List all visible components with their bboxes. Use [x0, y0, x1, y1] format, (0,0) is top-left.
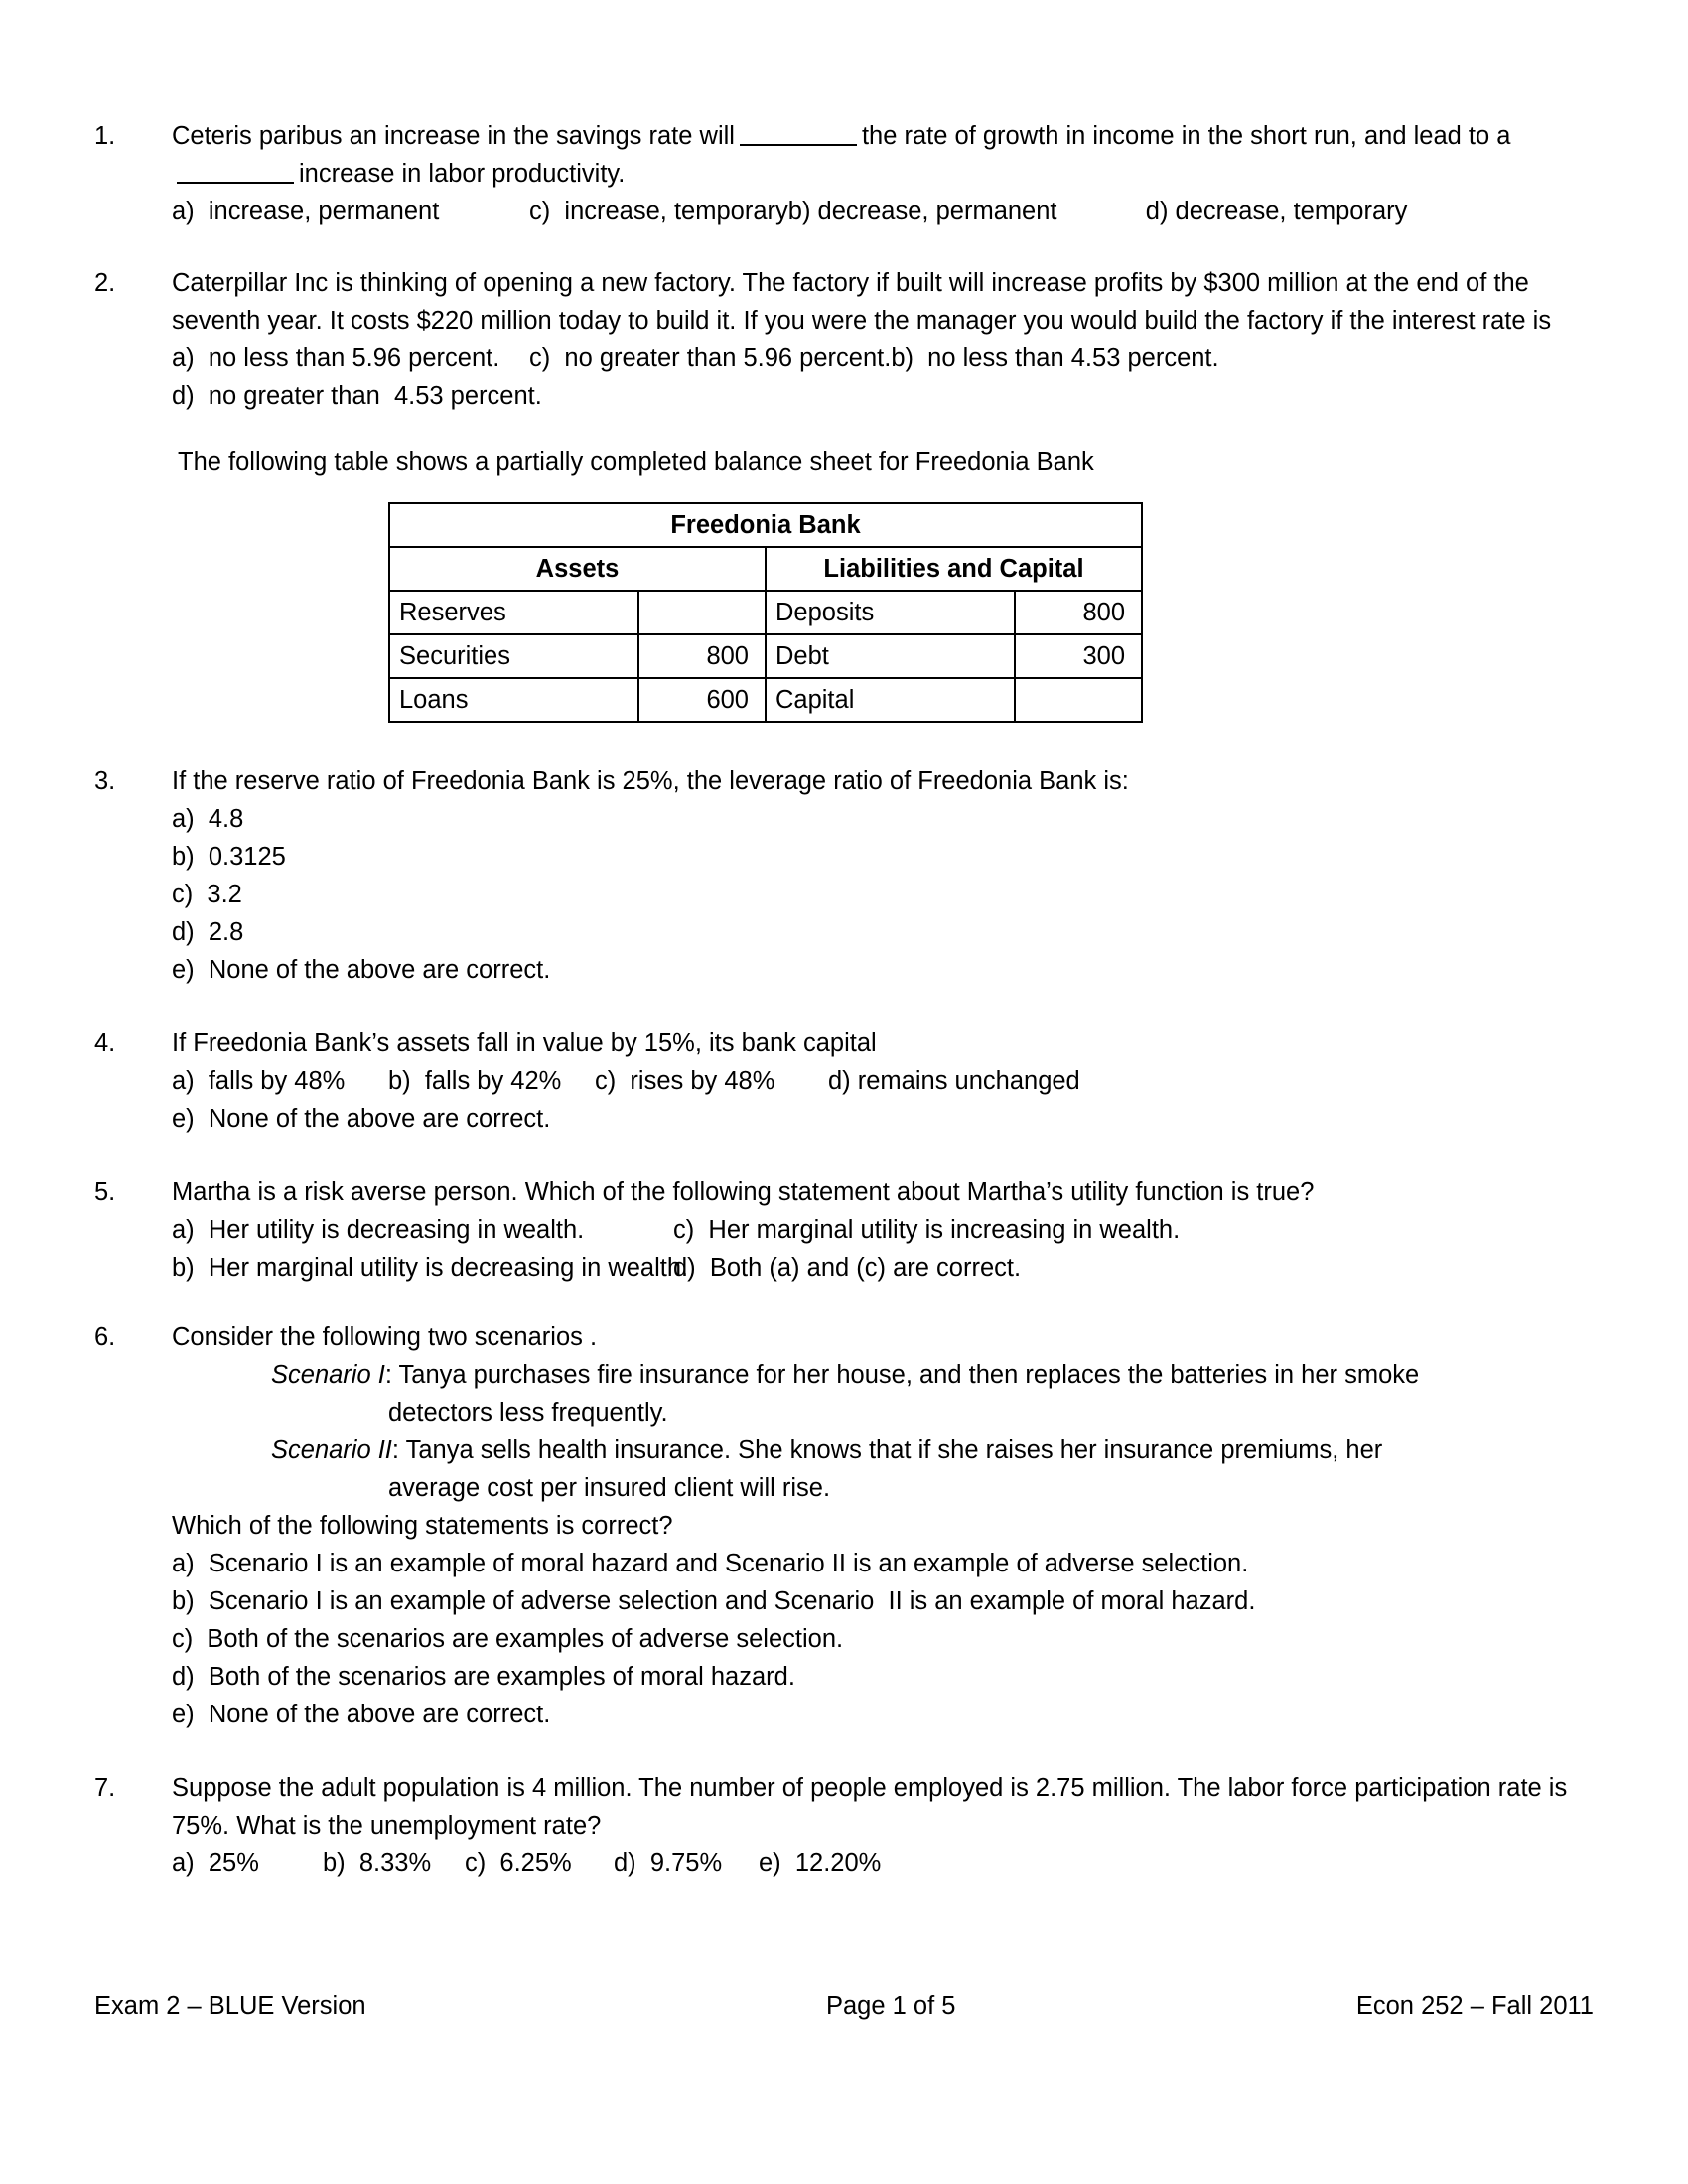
- question-2: [94, 264, 1584, 415]
- table-row: [389, 591, 1142, 634]
- question-number: 5.: [94, 1178, 116, 1206]
- option-b[interactable]: b) 0.3125: [172, 843, 286, 871]
- scenario-label: Scenario II: [271, 1436, 392, 1464]
- stem-text-part3: increase in labor productivity.: [299, 160, 626, 188]
- liability-value: 300: [1015, 634, 1142, 678]
- option-e[interactable]: e) None of the above are correct.: [172, 1701, 551, 1728]
- question-stem: Caterpillar Inc is thinking of opening a new factory. The factory if built will increase profits by $300 million at the end of the seventh year. It costs $220 million today to build it. If you were the manager you would build the factory if the interest rate is: [172, 269, 1552, 335]
- liability-value: [1015, 678, 1142, 722]
- option-c[interactable]: c) rises by 48%: [595, 1067, 775, 1095]
- option-a[interactable]: a) no less than 5.96 percent.: [172, 344, 500, 372]
- stem-text-part1: Ceteris paribus an increase in the savings rate will: [172, 122, 735, 150]
- option-e[interactable]: e) None of the above are correct.: [172, 956, 551, 984]
- scenario-1: [271, 1356, 1584, 1432]
- question-5: [94, 1173, 1584, 1287]
- stem-text-part2: the rate of growth in income in the short run, and lead to a: [861, 122, 1511, 150]
- answer-blank-2[interactable]: [177, 160, 294, 184]
- scenario-line-1: Tanya sells health insurance. She knows that if she raises her insurance premiums, her: [405, 1436, 1383, 1464]
- option-d[interactable]: d) decrease, temporary: [1145, 198, 1408, 225]
- question-number: 1.: [94, 122, 116, 150]
- option-b[interactable]: b) 8.33%: [323, 1849, 432, 1877]
- option-list: [172, 340, 1584, 415]
- balance-sheet-table: [388, 502, 1143, 723]
- option-list: [172, 1545, 1584, 1733]
- option-c[interactable]: c) 3.2: [172, 881, 242, 908]
- option-d[interactable]: d) remains unchanged: [828, 1067, 1080, 1095]
- scenario-label: Scenario I: [271, 1361, 385, 1389]
- option-b[interactable]: b) decrease, permanent: [787, 198, 1057, 225]
- scenario-separator: :: [391, 1436, 406, 1464]
- option-c[interactable]: c) no greater than 5.96 percent.: [529, 344, 892, 372]
- scenario-line-1: Tanya purchases fire insurance for her house, and then replaces the batteries in her smoke: [398, 1361, 1420, 1389]
- scenario-2: [271, 1432, 1584, 1507]
- option-e[interactable]: e) 12.20%: [759, 1849, 882, 1877]
- option-list: [172, 193, 1584, 230]
- exam-content: [94, 117, 1584, 1882]
- question-subprompt: Which of the following statements is correct?: [172, 1512, 673, 1540]
- option-list: [172, 800, 1584, 989]
- question-stem: Suppose the adult population is 4 million. The number of people employed is 2.75 million. The labor force participation rate is 75%. What is the unemployment rate?: [172, 1774, 1568, 1840]
- question-stem: [172, 117, 1584, 193]
- balance-sheet-container: [94, 502, 1584, 723]
- scenario-line-2: average cost per insured client will rise.: [388, 1474, 831, 1502]
- question-number: 2.: [94, 269, 116, 297]
- option-b[interactable]: b) falls by 42%: [388, 1067, 562, 1095]
- option-list: [172, 1062, 1584, 1100]
- option-e[interactable]: e) None of the above are correct.: [172, 1105, 551, 1133]
- option-c[interactable]: c) Her marginal utility is increasing in wealth.: [673, 1216, 1181, 1244]
- table-row: [389, 634, 1142, 678]
- question-3: [94, 762, 1584, 989]
- option-a[interactable]: a) Scenario I is an example of moral hazard and Scenario II is an example of adverse selection.: [172, 1550, 1249, 1577]
- option-b[interactable]: b) no less than 4.53 percent.: [891, 344, 1219, 372]
- asset-value: [638, 591, 766, 634]
- asset-item: Securities: [389, 634, 638, 678]
- column-header-assets: Assets: [389, 547, 766, 591]
- answer-blank-1[interactable]: [740, 122, 857, 146]
- footer-exam-version: Exam 2 – BLUE Version: [94, 1992, 366, 2020]
- option-c[interactable]: c) Both of the scenarios are examples of adverse selection.: [172, 1625, 844, 1653]
- liability-item: Debt: [766, 634, 1015, 678]
- option-d[interactable]: d) Both of the scenarios are examples of moral hazard.: [172, 1663, 795, 1691]
- footer-page-number: Page 1 of 5: [825, 1992, 956, 2020]
- option-a[interactable]: a) Her utility is decreasing in wealth.: [172, 1216, 585, 1244]
- question-number: 7.: [94, 1774, 116, 1802]
- option-list: [172, 1211, 1584, 1287]
- option-a[interactable]: a) 25%: [172, 1849, 259, 1877]
- table-row: [389, 678, 1142, 722]
- question-7: [94, 1769, 1584, 1882]
- option-list: [172, 1844, 1584, 1882]
- footer-course-term: Econ 252 – Fall 2011: [1355, 1992, 1594, 2020]
- page-footer: [94, 1987, 1594, 2025]
- option-b[interactable]: b) Her marginal utility is decreasing in wealth.: [172, 1254, 689, 1282]
- table-title-row: [389, 503, 1142, 547]
- option-list-continued: [172, 1100, 1584, 1138]
- option-d[interactable]: d) Both (a) and (c) are correct.: [673, 1254, 1022, 1282]
- scenario-separator: :: [384, 1361, 399, 1389]
- option-a[interactable]: a) increase, permanent: [172, 198, 440, 225]
- asset-value: 600: [638, 678, 766, 722]
- question-1: [94, 117, 1584, 230]
- question-stem: If the reserve ratio of Freedonia Bank is 25%, the leverage ratio of Freedonia Bank is:: [172, 767, 1129, 795]
- question-number: 3.: [94, 767, 116, 795]
- question-4: [94, 1024, 1584, 1138]
- table-title: Freedonia Bank: [389, 503, 1142, 547]
- asset-value: 800: [638, 634, 766, 678]
- question-number: 4.: [94, 1029, 116, 1057]
- option-b[interactable]: b) Scenario I is an example of adverse selection and Scenario II is an example of moral hazard.: [172, 1587, 1256, 1615]
- liability-value: 800: [1015, 591, 1142, 634]
- column-header-liabilities: Liabilities and Capital: [766, 547, 1142, 591]
- question-stem: Consider the following two scenarios .: [172, 1323, 598, 1351]
- option-d[interactable]: d) 2.8: [172, 918, 244, 946]
- option-c[interactable]: c) 6.25%: [465, 1849, 572, 1877]
- option-a[interactable]: a) falls by 48%: [172, 1067, 346, 1095]
- liability-item: Capital: [766, 678, 1015, 722]
- option-c[interactable]: c) increase, temporary: [529, 198, 788, 225]
- question-number: 6.: [94, 1323, 116, 1351]
- question-stem: If Freedonia Bank’s assets fall in value by 15%, its bank capital: [172, 1029, 877, 1057]
- question-6: [94, 1318, 1584, 1733]
- liability-item: Deposits: [766, 591, 1015, 634]
- balance-sheet-intro: The following table shows a partially completed balance sheet for Freedonia Bank: [178, 448, 1094, 476]
- question-stem: Martha is a risk averse person. Which of the following statement about Martha’s utility function is true?: [172, 1178, 1315, 1206]
- option-d[interactable]: d) no greater than 4.53 percent.: [172, 382, 542, 410]
- option-d[interactable]: d) 9.75%: [614, 1849, 723, 1877]
- table-header-row: [389, 547, 1142, 591]
- asset-item: Reserves: [389, 591, 638, 634]
- scenario-line-2: detectors less frequently.: [388, 1399, 668, 1427]
- option-a[interactable]: a) 4.8: [172, 805, 244, 833]
- asset-item: Loans: [389, 678, 638, 722]
